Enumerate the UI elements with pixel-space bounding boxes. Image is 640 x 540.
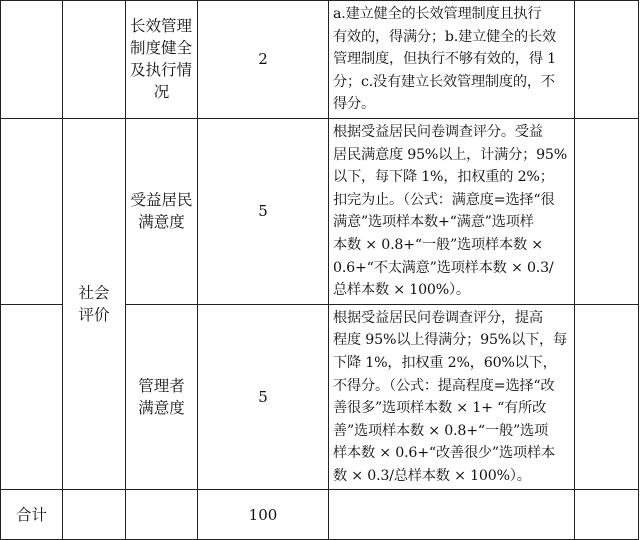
criteria-line: 扣完为止。（公式：满意度=选择“很 bbox=[333, 191, 555, 208]
criteria-line: 以下，每下降 1%，扣权重的 2%； bbox=[333, 169, 554, 186]
criteria-line: a.建立健全的长效管理制度且执行 bbox=[333, 6, 542, 22]
indicator-line: 长效管理 bbox=[130, 17, 193, 36]
criteria-line: 样本数 × 0.6+“改善很少”选项样本 bbox=[333, 445, 555, 462]
criteria-line: 根据受益居民问卷调查评分，提高 bbox=[333, 309, 543, 326]
indicator-cell bbox=[126, 1, 198, 119]
category-cell bbox=[63, 118, 126, 490]
criteria-cell bbox=[329, 304, 575, 490]
total-label: 合计 bbox=[1, 490, 63, 540]
criteria-line: 0.6+“不太满意”选项样本数 × 0.3/ bbox=[333, 259, 554, 276]
criteria-line: 得分。 bbox=[333, 96, 375, 113]
category-line: 评价 bbox=[78, 306, 110, 325]
indicator-line: 及执行情 bbox=[130, 61, 193, 80]
empty-cell bbox=[1, 1, 63, 119]
empty-cell bbox=[1, 118, 63, 304]
table-row bbox=[1, 1, 639, 119]
criteria-line: 下降 1%，扣权重 2%，60%以下， bbox=[333, 354, 557, 371]
empty-cell bbox=[1, 304, 63, 490]
empty-cell bbox=[575, 490, 639, 540]
indicator-line: 受益居民 bbox=[130, 191, 193, 210]
score-cell: 2 bbox=[198, 1, 329, 119]
criteria-line: 善很多”选项样本数 × 1+ “有所改 bbox=[333, 400, 547, 417]
criteria-cell bbox=[329, 1, 575, 119]
criteria-line: 总样本数 × 100%）。 bbox=[333, 282, 470, 299]
empty-cell bbox=[575, 304, 639, 490]
total-row bbox=[1, 490, 639, 540]
empty-cell bbox=[575, 1, 639, 119]
empty-cell bbox=[575, 118, 639, 304]
criteria-line: 数 × 0.3/总样本数 × 100%）。 bbox=[333, 467, 531, 484]
score-cell: 5 bbox=[198, 304, 329, 490]
indicator-cell bbox=[126, 304, 198, 490]
criteria-cell bbox=[329, 118, 575, 304]
indicator-line: 满意度 bbox=[138, 399, 185, 418]
criteria-line: 分；c.没有建立长效管理制度的，不 bbox=[333, 73, 555, 90]
indicator-line: 管理者 bbox=[138, 377, 185, 396]
criteria-line: 本数 × 0.8+“一般”选项样本数 × bbox=[333, 236, 543, 253]
criteria-line: 善”选项样本数 × 0.8+“一般”选项 bbox=[333, 422, 548, 439]
indicator-line: 况 bbox=[153, 83, 170, 102]
criteria-line: 居民满意度 95%以上，计满分；95% bbox=[333, 146, 568, 163]
criteria-line: 根据受益居民问卷调查评分。受益 bbox=[333, 123, 543, 140]
empty-cell bbox=[126, 490, 198, 540]
category-line: 社会 bbox=[78, 284, 110, 303]
empty-cell bbox=[63, 490, 126, 540]
indicator-line: 满意度 bbox=[138, 213, 185, 232]
criteria-line: 管理制度，但执行不够有效的，得 1 bbox=[333, 51, 556, 68]
criteria-line: 满意”选项样本数+“满意”选项样 bbox=[333, 214, 534, 231]
indicator-cell bbox=[126, 118, 198, 304]
criteria-line: 不得分。（公式：提高程度=选择“改 bbox=[333, 377, 555, 394]
criteria-line: 程度 95%以上得满分；95%以下，每 bbox=[333, 332, 568, 349]
score-cell: 5 bbox=[198, 118, 329, 304]
empty-cell bbox=[63, 1, 126, 119]
total-score: 100 bbox=[198, 490, 329, 540]
table-row bbox=[1, 118, 639, 304]
indicator-line: 制度健全 bbox=[130, 39, 193, 58]
empty-cell bbox=[329, 490, 575, 540]
criteria-line: 有效的，得满分；b.建立健全的长效 bbox=[333, 28, 557, 45]
